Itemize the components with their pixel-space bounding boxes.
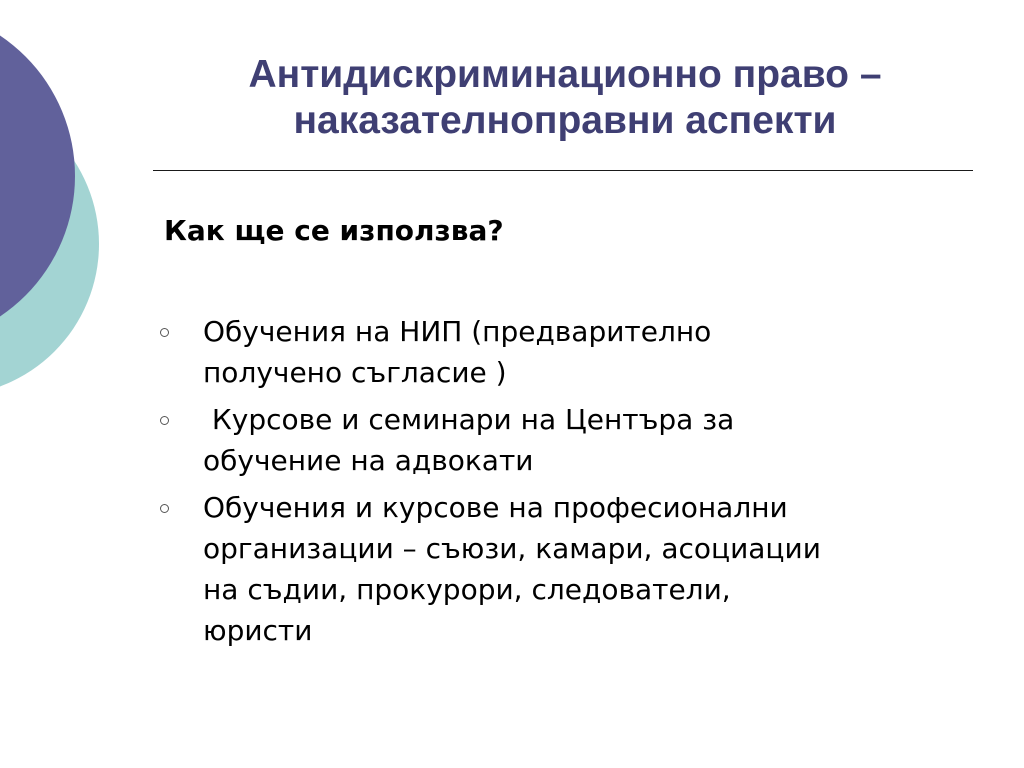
bullet-line: обучение на адвокати — [203, 444, 534, 477]
bullet-line: Обучения и курсове на професионални — [203, 491, 788, 524]
bullet-text — [203, 487, 1000, 651]
slide-title — [150, 52, 980, 144]
bullet-line: на съдии, прокурори, следователи, — [203, 573, 731, 606]
title-line: наказателноправни аспекти — [293, 99, 837, 142]
hollow-circle-bullet-icon — [160, 504, 169, 513]
title-divider — [153, 170, 973, 171]
bullet-line: организации – съюзи, камари, асоциации — [203, 532, 821, 565]
hollow-circle-bullet-icon — [160, 416, 169, 425]
bullet-line: Обучения на НИП (предварително — [203, 315, 712, 348]
bullet-list — [160, 311, 1000, 657]
bullet-line: получено съгласие ) — [203, 356, 507, 389]
title-line: Антидискриминационно право – — [248, 53, 882, 96]
bullet-line: юристи — [203, 614, 313, 647]
bullet-text — [203, 311, 1000, 393]
bullet-item — [160, 487, 1000, 651]
bullet-item — [160, 311, 1000, 393]
hollow-circle-bullet-icon — [160, 328, 169, 337]
bullet-text — [203, 399, 1000, 481]
bullet-item — [160, 399, 1000, 481]
bullet-line: Курсове и семинари на Центъра за — [203, 403, 735, 436]
slide-subheading: Как ще се използва? — [164, 214, 504, 247]
